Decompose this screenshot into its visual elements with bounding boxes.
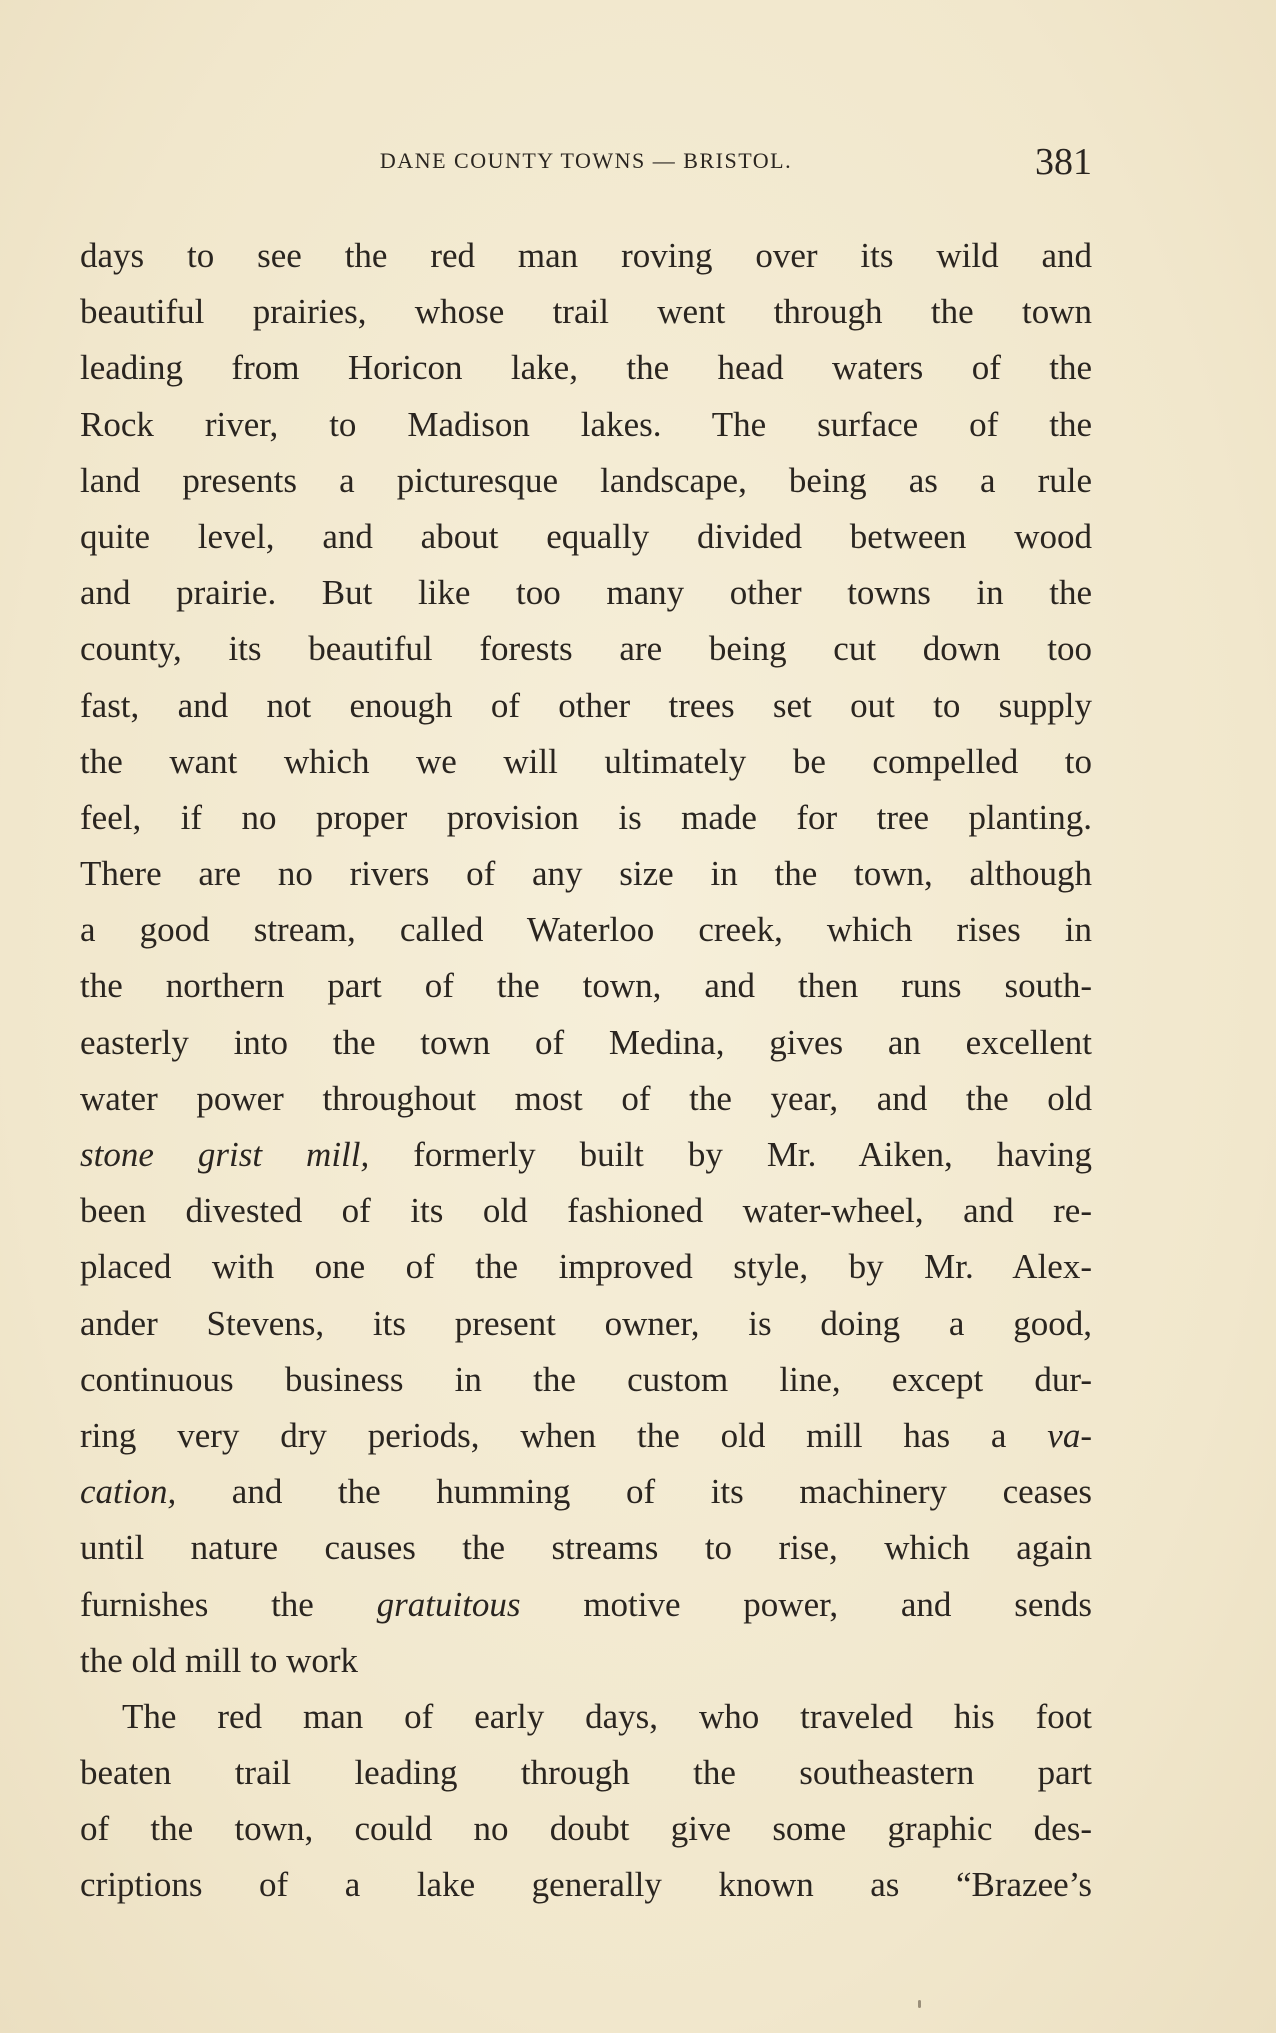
text-line: beautiful prairies, whose trail went through the town — [80, 292, 1092, 332]
text-line: easterly into the town of Medina, gives an excellent — [80, 1022, 1092, 1062]
text-run: furnishes the — [80, 1584, 377, 1624]
running-head — [80, 140, 1092, 183]
text-line: ander Stevens, its present owner, is doing a good, — [80, 1303, 1092, 1343]
text-line: fast, and not enough of other trees set out to supply — [80, 685, 1092, 725]
page-number: 381 — [1035, 141, 1092, 183]
text-line: and prairie. But like too many other towns in the — [80, 573, 1092, 613]
text-line: leading from Horicon lake, the head waters of the — [80, 348, 1092, 388]
text-line — [80, 1577, 1092, 1633]
text-line: criptions of a lake generally known as “Brazee’s — [80, 1865, 1092, 1905]
text-line: The red man of early days, who traveled his foot — [122, 1696, 1092, 1736]
text-line — [80, 1464, 1092, 1520]
text-line: days to see the red man roving over its wild and — [80, 236, 1092, 275]
text-line: the want which we will ultimately be compelled to — [80, 741, 1092, 781]
text-line: the old mill to work — [80, 1640, 359, 1680]
text-run: motive power, and sends — [520, 1584, 1092, 1624]
text-line: quite level, and about equally divided between wood — [80, 516, 1092, 556]
text-line — [80, 1127, 1092, 1183]
text-line: of the town, could no doubt give some graphic des- — [80, 1809, 1092, 1849]
text-run: and the humming of its machinery ceases — [176, 1472, 1092, 1512]
text-line: land presents a picturesque landscape, being as a rule — [80, 460, 1092, 500]
text-line: until nature causes the streams to rise, which again — [80, 1528, 1092, 1568]
text-line: the northern part of the town, and then runs south- — [80, 966, 1092, 1006]
italic-phrase: va- — [1047, 1415, 1092, 1455]
text-line: county, its beautiful forests are being cut down too — [80, 629, 1092, 669]
text-line: continuous business in the custom line, except dur- — [80, 1359, 1092, 1399]
text-line: water power throughout most of the year, and the old — [80, 1078, 1092, 1118]
italic-phrase: cation, — [80, 1472, 177, 1512]
body-text — [80, 228, 1092, 1914]
text-line: been divested of its old fashioned water-wheel, and re- — [80, 1191, 1092, 1231]
text-line: a good stream, called Waterloo creek, which rises in — [80, 910, 1092, 950]
text-line: There are no rivers of any size in the town, although — [80, 854, 1092, 894]
text-line: feel, if no proper provision is made for tree planting. — [80, 797, 1092, 837]
text-line — [80, 1408, 1092, 1464]
text-run: ring very dry periods, when the old mill has a — [80, 1415, 1048, 1455]
italic-phrase: stone grist mill, — [80, 1135, 370, 1174]
running-title: DANE COUNTY TOWNS — BRISTOL. — [379, 148, 793, 173]
text-line: Rock river, to Madison lakes. The surface of the — [80, 404, 1092, 444]
paper-speck — [918, 2000, 921, 2008]
text-line: placed with one of the improved style, by Mr. Alex- — [80, 1247, 1092, 1287]
text-run: formerly built by Mr. Aiken, having — [369, 1135, 1092, 1174]
text-line: beaten trail leading through the southeastern part — [80, 1753, 1092, 1793]
italic-phrase: gratuitous — [376, 1584, 521, 1624]
